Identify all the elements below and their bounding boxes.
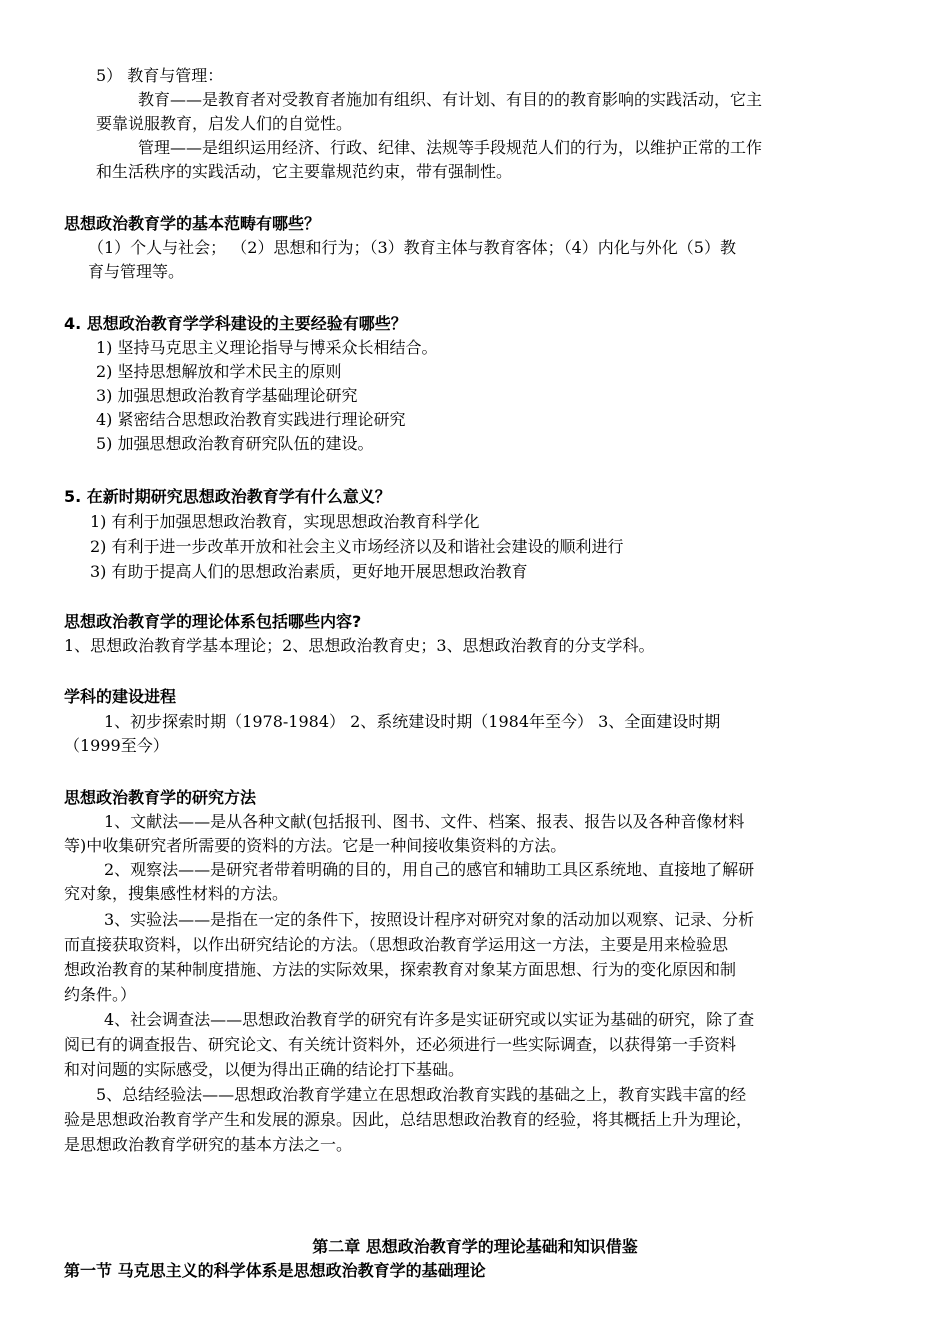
paragraph-line: 想政治教育的某种制度措施、方法的实际效果，探索教育对象某方面思想、行为的变化原因和制 bbox=[64, 960, 737, 979]
paragraph-line: 是思想政治教育学研究的基本方法之一。 bbox=[64, 1135, 353, 1154]
chapter-title: 第二章 思想政治教育学的理论基础和知识借鉴 bbox=[312, 1237, 638, 1256]
paragraph-line: 1、初步探索时期（1978-1984） 2、系统建设时期（1984年至今） 3、全面建设时期 bbox=[104, 712, 721, 731]
paragraph-line: 究对象，搜集感性材料的方法。 bbox=[64, 884, 289, 903]
paragraph-line: 验是思想政治教育学产生和发展的源泉。因此，总结思想政治教育的经验，将其概括上升为理论， bbox=[64, 1110, 753, 1129]
list-item: 1) 坚持马克思主义理论指导与博采众长相结合。 bbox=[96, 338, 438, 357]
paragraph-line: （1）个人与社会； （2）思想和行为；（3）教育主体与教育客体；（4）内化与外化（5）教 bbox=[88, 238, 736, 257]
list-item: 1) 有利于加强思想政治教育，实现思想政治教育科学化 bbox=[90, 512, 480, 531]
question-heading: 思想政治教育学的基本范畴有哪些？ bbox=[64, 214, 321, 233]
paragraph-line: 和生活秩序的实践活动，它主要靠规范约束，带有强制性。 bbox=[96, 162, 513, 181]
paragraph-line: 和对问题的实际感受，以便为得出正确的结论打下基础。 bbox=[64, 1060, 465, 1079]
paragraph-line: 阅已有的调查报告、研究论文、有关统计资料外，还必须进行一些实际调查，以获得第一手资料 bbox=[64, 1035, 737, 1054]
paragraph-line: （1999至今） bbox=[64, 736, 169, 755]
list-item: 2) 有利于进一步改革开放和社会主义市场经济以及和谐社会建设的顺利进行 bbox=[90, 537, 624, 556]
paragraph-line: 5、总结经验法——思想政治教育学建立在思想政治教育实践的基础之上，教育实践丰富的经 bbox=[96, 1085, 747, 1104]
paragraph-line: 2、观察法——是研究者带着明确的目的，用自己的感官和辅助工具区系统地、直接地了解研 bbox=[104, 860, 755, 879]
section-title: 第一节 马克思主义的科学体系是思想政治教育学的基础理论 bbox=[64, 1261, 486, 1280]
paragraph-line: 管理——是组织运用经济、行政、纪律、法规等手段规范人们的行为，以维护正常的工作 bbox=[138, 138, 763, 157]
paragraph-line: 要靠说服教育，启发人们的自觉性。 bbox=[96, 114, 353, 133]
list-item: 2) 坚持思想解放和学术民主的原则 bbox=[96, 362, 342, 381]
list-item: 3) 有助于提高人们的思想政治素质，更好地开展思想政治教育 bbox=[90, 562, 528, 581]
question-heading: 5. 在新时期研究思想政治教育学有什么意义？ bbox=[64, 487, 391, 506]
paragraph-line: 3、实验法——是指在一定的条件下，按照设计程序对研究对象的活动加以观察、记录、分析 bbox=[104, 910, 755, 929]
list-item: 3) 加强思想政治教育学基础理论研究 bbox=[96, 386, 358, 405]
paragraph-line: 1、文献法——是从各种文献(包括报刊、图书、文件、档案、报表、报告以及各种音像材料 bbox=[104, 812, 745, 831]
list-item: 5） 教育与管理： bbox=[96, 66, 224, 85]
paragraph-line: 育与管理等。 bbox=[88, 262, 185, 281]
list-item: 4) 紧密结合思想政治教育实践进行理论研究 bbox=[96, 410, 406, 429]
paragraph-line: 而直接获取资料，以作出研究结论的方法。（思想政治教育学运用这一方法，主要是用来检验思 bbox=[64, 935, 729, 954]
paragraph-line: 约条件。） bbox=[64, 985, 137, 1004]
question-heading: 4. 思想政治教育学学科建设的主要经验有哪些？ bbox=[64, 314, 407, 333]
paragraph-line: 等)中收集研究者所需要的资料的方法。它是一种间接收集资料的方法。 bbox=[64, 836, 567, 855]
list-item: 5) 加强思想政治教育研究队伍的建设。 bbox=[96, 434, 374, 453]
paragraph-line: 教育——是教育者对受教育者施加有组织、有计划、有目的的教育影响的实践活动，它主 bbox=[138, 90, 763, 109]
paragraph-line: 4、社会调查法——思想政治教育学的研究有许多是实证研究或以实证为基础的研究，除了查 bbox=[104, 1010, 755, 1029]
paragraph-line: 1、思想政治教育学基本理论；2、思想政治教育史；3、思想政治教育的分支学科。 bbox=[64, 636, 655, 655]
question-heading: 思想政治教育学的研究方法 bbox=[64, 788, 257, 807]
question-heading: 思想政治教育学的理论体系包括哪些内容? bbox=[64, 612, 362, 631]
question-heading: 学科的建设进程 bbox=[64, 687, 177, 706]
